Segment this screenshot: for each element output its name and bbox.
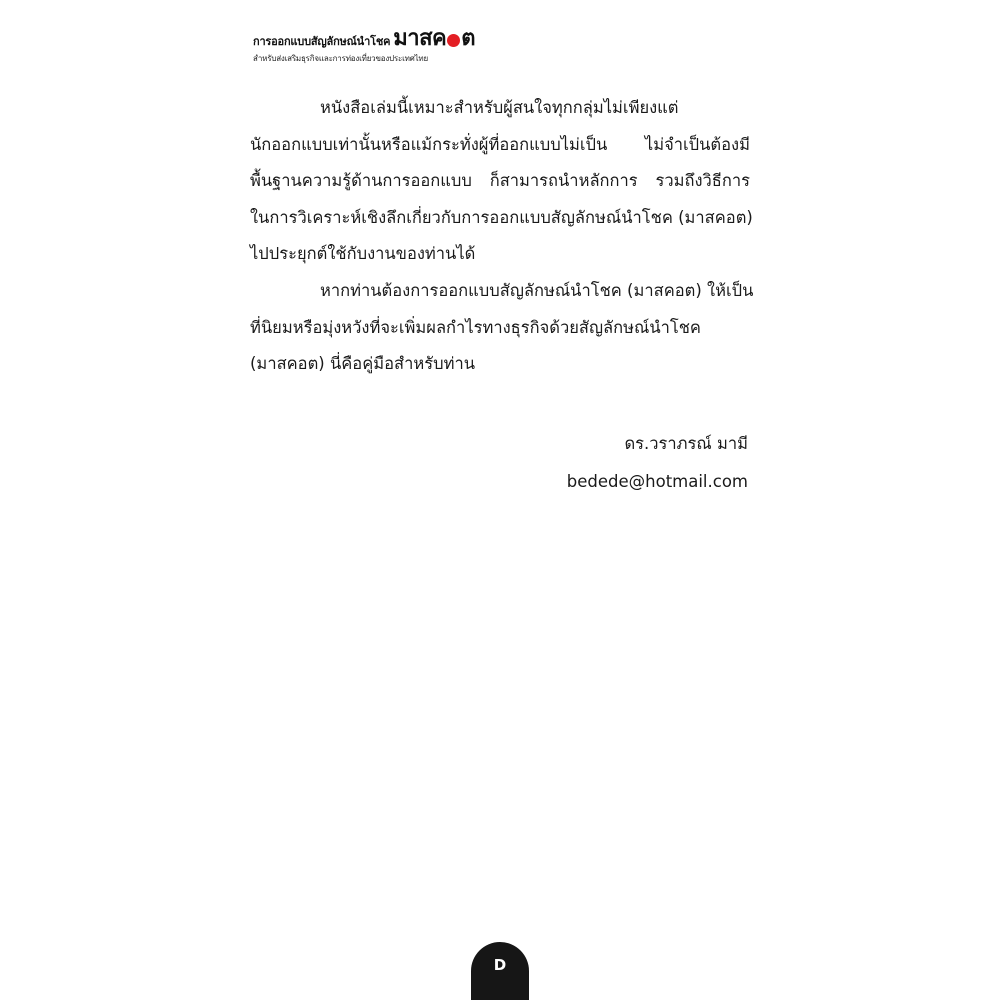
author-name: ดร.วราภรณ์ มามี — [624, 434, 748, 453]
paragraph-line: (มาสคอต) นี่คือคู่มือสำหรับท่าน — [250, 354, 476, 374]
paragraph-line: ที่นิยมหรือมุ่งหวังที่จะเพิ่มผลกำไรทางธุรกิจด้วยสัญลักษณ์นำโชค — [250, 317, 701, 337]
author-email: bedede@hotmail.com — [566, 472, 748, 491]
red-dot-icon — [447, 34, 460, 47]
brand-text-end: ต — [461, 26, 476, 51]
paragraph-line: นักออกแบบเท่านั้นหรือแม้กระทั่งผู้ที่ออกแบบไม่เป็น ไม่จำเป็นต้องมี — [250, 134, 750, 154]
paragraph-line: พื้นฐานความรู้ด้านการออกแบบ ก็สามารถนำหลักการ รวมถึงวิธีการ — [250, 171, 750, 191]
header-subtitle: สำหรับส่งเสริมธุรกิจและการท่องเที่ยวของประเทศไทย — [253, 54, 428, 63]
paragraph-2 — [250, 273, 754, 383]
paragraph-line: หนังสือเล่มนี้เหมาะสำหรับผู้สนใจทุกกลุ่มไม่เพียงแต่ — [320, 98, 679, 117]
paragraph-line: หากท่านต้องการออกแบบสัญลักษณ์นำโชค (มาสคอต) ให้เป็น — [320, 280, 754, 300]
page-number-tab — [471, 942, 529, 1000]
brand-text-start: มาสค — [393, 26, 447, 51]
book-header — [253, 28, 523, 64]
body-text — [250, 90, 754, 383]
header-title: การออกแบบสัญลักษณ์นำโชค — [253, 35, 391, 48]
paragraph-line: ไปประยุกต์ใช้กับงานของท่านได้ — [250, 244, 476, 264]
paragraph-line: ในการวิเคราะห์เชิงลึกเกี่ยวกับการออกแบบสัญลักษณ์นำโชค (มาสคอต) — [250, 207, 753, 227]
signature-block — [567, 425, 748, 501]
brand-logo — [393, 28, 475, 50]
page-number: D — [493, 956, 507, 974]
header-title-row — [253, 28, 523, 50]
paragraph-1 — [250, 90, 753, 273]
